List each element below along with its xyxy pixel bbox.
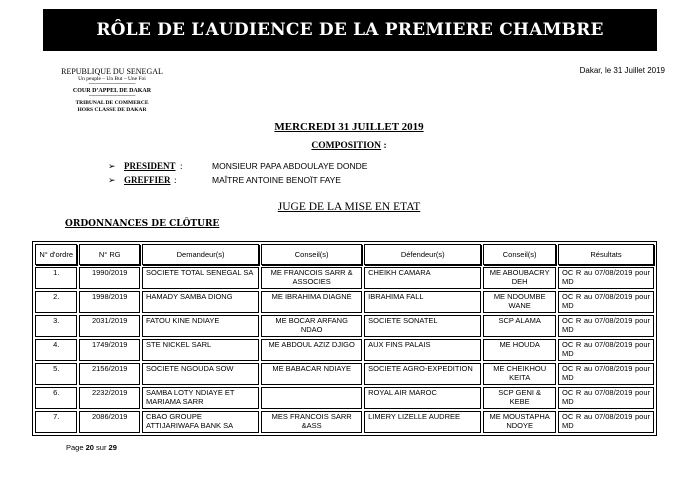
table-row <box>35 339 654 361</box>
plaintiff-counsel-cell: ME FRANCOIS SARR & ASSOCIES <box>261 267 362 289</box>
tribunal-label: TRIBUNAL DE COMMERCE <box>75 100 149 106</box>
plaintiff-cell: SOCIETE TOTAL SENEGAL SA <box>142 267 259 289</box>
table-row <box>35 315 654 337</box>
rg-cell: 2086/2019 <box>79 411 140 433</box>
defendant-counsel-cell: ME CHEIKHOU KEITA <box>483 363 556 385</box>
subsection-title: ORDONNANCES DE CLÔTURE <box>65 219 220 229</box>
order-cell: 3. <box>35 315 77 337</box>
arrow-bullet-icon: ➢ <box>108 175 116 185</box>
col-header-plaintiff: Demandeur(s) <box>142 244 259 265</box>
rg-cell: 1998/2019 <box>79 291 140 313</box>
court-label: COUR D’APPEL DE DAKAR <box>72 88 152 94</box>
result-cell: OC R au 07/08/2019 pour MD <box>558 315 654 337</box>
composition-heading <box>0 141 698 151</box>
col-header-rg: N° RG <box>79 244 140 265</box>
table-row <box>35 411 654 433</box>
plaintiff-counsel-cell: MES FRANCOIS SARR &ASS <box>261 411 362 433</box>
republic-label: REPUBLIQUE DU SENEGAL <box>61 67 163 76</box>
rg-cell: 1990/2019 <box>79 267 140 289</box>
page-banner-title: RÔLE DE L’AUDIENCE DE LA PREMIERE CHAMBRE <box>43 9 657 51</box>
plaintiff-cell: SOCIETE NGOUDA SOW <box>142 363 259 385</box>
page-footer: Page 20 sur 29 <box>66 443 117 452</box>
tribunal-class-label: HORS CLASSE DE DAKAR <box>77 107 147 113</box>
order-cell: 5. <box>35 363 77 385</box>
defendant-cell: IBRAHIMA FALL <box>364 291 481 313</box>
col-header-results: Résultats <box>558 244 654 265</box>
rg-cell: 2031/2019 <box>79 315 140 337</box>
result-cell: OC R au 07/08/2019 pour MD <box>558 411 654 433</box>
rg-cell: 1749/2019 <box>79 339 140 361</box>
defendant-cell: LIMERY LIZELLE AUDREE <box>364 411 481 433</box>
motto-label: Un peuple – Un But – Une Foi <box>78 76 146 82</box>
rg-cell: 2232/2019 <box>79 387 140 409</box>
defendant-counsel-cell: ME NDOUMBE WANE <box>483 291 556 313</box>
role-greffier: ➢ GREFFIER : MAÎTRE ANTOINE BENOÏT FAYE <box>108 175 341 185</box>
defendant-counsel-cell: SCP ALAMA <box>483 315 556 337</box>
hearing-table <box>32 241 657 436</box>
plaintiff-cell: HAMADY SAMBA DIONG <box>142 291 259 313</box>
result-cell: OC R au 07/08/2019 pour MD <box>558 363 654 385</box>
role-value: MAÎTRE ANTOINE BENOÏT FAYE <box>212 175 341 185</box>
col-header-plaintiff-counsel: Conseil(s) <box>261 244 362 265</box>
section-title: JUGE DE LA MISE EN ETAT <box>277 201 421 213</box>
col-header-defendant: Défendeur(s) <box>364 244 481 265</box>
defendant-counsel-cell: ME ABOUBACRY DEH <box>483 267 556 289</box>
table-row <box>35 291 654 313</box>
table-header-row <box>35 244 654 265</box>
page-total: 29 <box>108 443 117 452</box>
defendant-counsel-cell: SCP GENI & KEBE <box>483 387 556 409</box>
col-header-order: N° d'ordre <box>35 244 77 265</box>
order-cell: 6. <box>35 387 77 409</box>
col-header-defendant-counsel: Conseil(s) <box>483 244 556 265</box>
order-cell: 7. <box>35 411 77 433</box>
defendant-cell: AUX FINS PALAIS <box>364 339 481 361</box>
plaintiff-cell: SAMBA LOTY NDIAYE ET MARIAMA SARR <box>142 387 259 409</box>
defendant-cell: SOCIETE SONATEL <box>364 315 481 337</box>
role-label: PRESIDENT <box>124 161 176 171</box>
plaintiff-cell: CBAO GROUPE ATTIJARIWAFA BANK SA <box>142 411 259 433</box>
defendant-cell: SOCIETE AGRO-EXPEDITION <box>364 363 481 385</box>
result-cell: OC R au 07/08/2019 pour MD <box>558 339 654 361</box>
plaintiff-counsel-cell: ME IBRAHIMA DIAGNE <box>261 291 362 313</box>
session-day: MERCREDI 31 JUILLET 2019 <box>274 121 424 133</box>
page-number: 20 <box>85 443 94 452</box>
plaintiff-cell: FATOU KINE NDIAYE <box>142 315 259 337</box>
defendant-counsel-cell: ME MOUSTAPHA NDOYE <box>483 411 556 433</box>
defendant-counsel-cell: ME HOUDA <box>483 339 556 361</box>
composition-label: COMPOSITION <box>311 141 382 151</box>
plaintiff-counsel-cell: ME BABACAR NDIAYE <box>261 363 362 385</box>
issuer-header <box>58 67 166 114</box>
defendant-cell: ROYAL AIR MAROC <box>364 387 481 409</box>
plaintiff-counsel-cell: ME ABDOUL AZIZ DJIGO <box>261 339 362 361</box>
defendant-cell: CHEIKH CAMARA <box>364 267 481 289</box>
result-cell: OC R au 07/08/2019 pour MD <box>558 387 654 409</box>
document-date: Dakar, le 31 Juillet 2019 <box>579 66 665 75</box>
table-row <box>35 387 654 409</box>
order-cell: 4. <box>35 339 77 361</box>
result-cell: OC R au 07/08/2019 pour MD <box>558 291 654 313</box>
table-row <box>35 267 654 289</box>
table-row <box>35 363 654 385</box>
arrow-bullet-icon: ➢ <box>108 161 116 171</box>
result-cell: OC R au 07/08/2019 pour MD <box>558 267 654 289</box>
composition-colon: : <box>381 141 387 151</box>
role-value: MONSIEUR PAPA ABDOULAYE DONDE <box>212 161 368 171</box>
plaintiff-counsel-cell: ME BOCAR ARFANG NDAO <box>261 315 362 337</box>
rg-cell: 2156/2019 <box>79 363 140 385</box>
order-cell: 1. <box>35 267 77 289</box>
role-label: GREFFIER <box>124 175 171 185</box>
order-cell: 2. <box>35 291 77 313</box>
plaintiff-counsel-cell <box>261 387 362 409</box>
separator-dashes: ---------------------------------- <box>88 82 136 87</box>
plaintiff-cell: STE NICKEL SARL <box>142 339 259 361</box>
role-president: ➢ PRESIDENT : MONSIEUR PAPA ABDOULAYE DONDE <box>108 161 368 171</box>
separator-dashes: ---------------------------------- <box>88 94 136 99</box>
